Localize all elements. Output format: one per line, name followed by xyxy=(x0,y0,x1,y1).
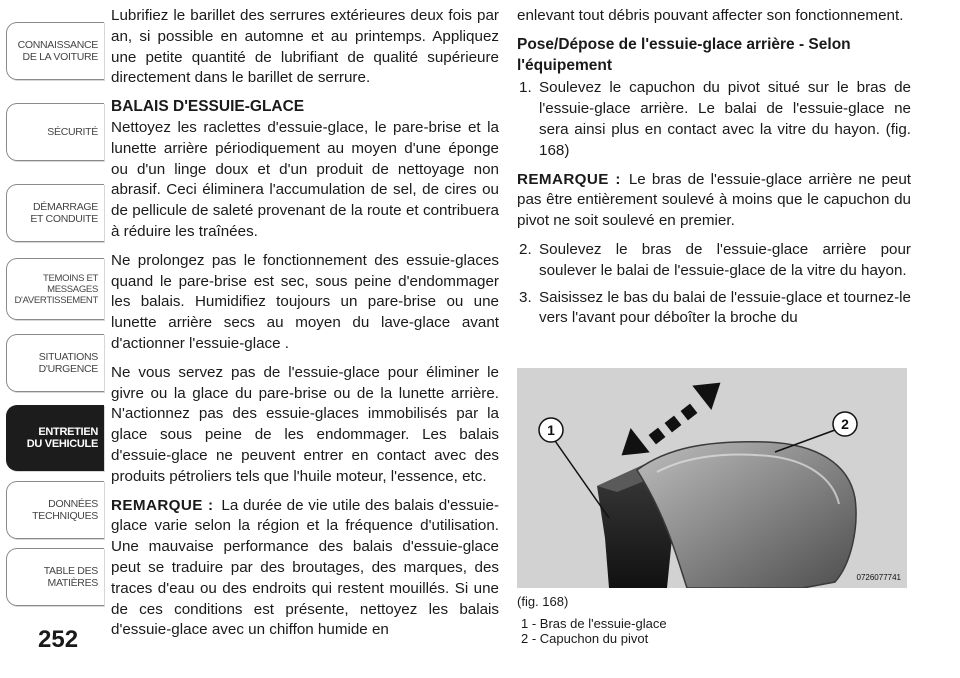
figure-caption: (fig. 168) xyxy=(517,594,569,609)
section-heading: Pose/Dépose de l'essuie-glace arrière - Selon l'équipement xyxy=(517,35,851,74)
tab-label: D'AVERTISSEMENT xyxy=(14,294,98,306)
note-label: REMARQUE : xyxy=(517,170,621,188)
note-text: La durée de vie utile des balais d'essuie-glace varie selon la région et la fréquence d'utilisation. Une mauvaise performance des balais d'essuie-glace peut se traduire par des broutages, des marques, des traces d'eau ou des endroits qui restent mouillés. Si une de ces conditions est présente, nettoyez les balais d'essuie-glace avec un chiffon humide en xyxy=(111,496,500,639)
step-item xyxy=(517,240,911,282)
paragraph: Ne vous servez pas de l'essuie-glace pour éliminer le givre ou la glace du pare-brise ou de la lunette arrière. N'actionnez pas des essuie-glaces immobilisés par la glace sous peine de les endommager. Les balais d'essuie-glace ne peuvent entrer en contact avec des produits pétroliers tels que l'huile moteur, l'essence, etc. xyxy=(111,363,499,485)
step-item xyxy=(517,78,911,161)
figure-code: 0726077741 xyxy=(856,573,901,582)
tab-label: ENTRETIEN xyxy=(38,426,98,438)
callout-1-label: 1 xyxy=(547,422,555,438)
tab-label: SITUATIONS xyxy=(38,351,98,363)
tab-label: MESSAGES xyxy=(47,283,98,295)
tab-entretien[interactable] xyxy=(6,405,104,471)
paragraph: Lubrifiez le barillet des serrures extérieures deux fois par an, si possible en automne et au printemps. Appliquez une petite quantité de lubrifiant de qualité supérieure directement dans le barillet de serrure. xyxy=(111,7,499,87)
tab-label: SÉCURITÉ xyxy=(47,126,98,138)
paragraph: Nettoyez les raclettes d'essuie-glace, le pare-brise et la lunette arrière périodiquement au moyen d'une éponge ou d'un linge doux et d'un produit de nettoyage non abrasif. Ceci éliminera l'accumulation de sel, de cires ou de pellicule de saleté provenant de la route et contribuera à réduire les traînées. xyxy=(111,118,499,240)
tab-donnees[interactable] xyxy=(6,481,104,539)
paragraph: Ne prolongez pas le fonctionnement des essuie-glaces quand le pare-brise est sec, sous peine d'endommager les balais. Humidifiez toujours un pare-brise ou une lunette arrière secs au moyen du lave-glace avant d'actionner l'essuie-glace . xyxy=(111,251,499,352)
tab-connaissance[interactable] xyxy=(6,22,104,80)
page-number: 252 xyxy=(38,626,79,653)
note-label: REMARQUE : xyxy=(111,496,214,514)
legend-item: 2 - Capuchon du pivot xyxy=(521,631,649,646)
figure-168 xyxy=(517,368,907,588)
step-item xyxy=(517,288,911,330)
step-number: 3. xyxy=(519,288,532,306)
section-heading: BALAIS D'ESSUIE-GLACE xyxy=(111,98,305,116)
wiper-illustration xyxy=(517,368,907,588)
note-text: Le bras de l'essuie-glace arrière ne peut pas être entièrement soulevé à moins que le capuchon du pivot ne soit soulevé en premier. xyxy=(517,170,912,230)
paragraph: enlevant tout débris pouvant affecter son fonctionnement. xyxy=(517,7,904,24)
tab-label: TABLE DES xyxy=(43,565,98,577)
tab-label: DU VEHICULE xyxy=(26,438,98,450)
tab-label: D'URGENCE xyxy=(38,363,98,375)
legend-item: 1 - Bras de l'essuie-glace xyxy=(521,616,667,631)
tab-label: DE LA VOITURE xyxy=(22,51,98,63)
step-number: 1. xyxy=(519,79,532,97)
callout-2-label: 2 xyxy=(841,416,849,432)
chapter-tabs xyxy=(0,0,104,678)
tab-label: CONNAISSANCE xyxy=(17,39,98,51)
tab-label: ET CONDUITE xyxy=(30,213,98,225)
step-text: Soulevez le bras de l'essuie-glace arrière pour soulever le balai de l'essuie-glace de la vitre du hayon. xyxy=(539,240,911,279)
note-paragraph xyxy=(111,496,499,642)
note-paragraph xyxy=(517,170,911,232)
left-column xyxy=(111,6,499,641)
tab-demarrage[interactable] xyxy=(6,184,104,242)
tab-label: TECHNIQUES xyxy=(32,510,98,522)
step-text: Soulevez le capuchon du pivot situé sur le bras de l'essuie-glace arrière. Le balai de l'essuie-glace ne sera ainsi plus en contact avec la vitre du hayon. (fig. 168) xyxy=(539,79,911,159)
tab-label: TEMOINS ET xyxy=(42,272,98,284)
tab-table-des-matieres[interactable] xyxy=(6,548,104,606)
tab-label: DONNÉES xyxy=(48,498,98,510)
tab-label: DÉMARRAGE xyxy=(33,201,98,213)
right-column xyxy=(517,6,911,335)
step-text: Saisissez le bas du balai de l'essuie-glace et tournez-le vers l'avant pour déboîter la broche du xyxy=(539,288,911,327)
tab-label: MATIÈRES xyxy=(47,577,98,589)
tab-situations[interactable] xyxy=(6,334,104,392)
step-number: 2. xyxy=(519,240,532,258)
tab-securite[interactable] xyxy=(6,103,104,161)
figure-legend xyxy=(521,616,667,646)
tab-temoins[interactable] xyxy=(6,258,104,320)
